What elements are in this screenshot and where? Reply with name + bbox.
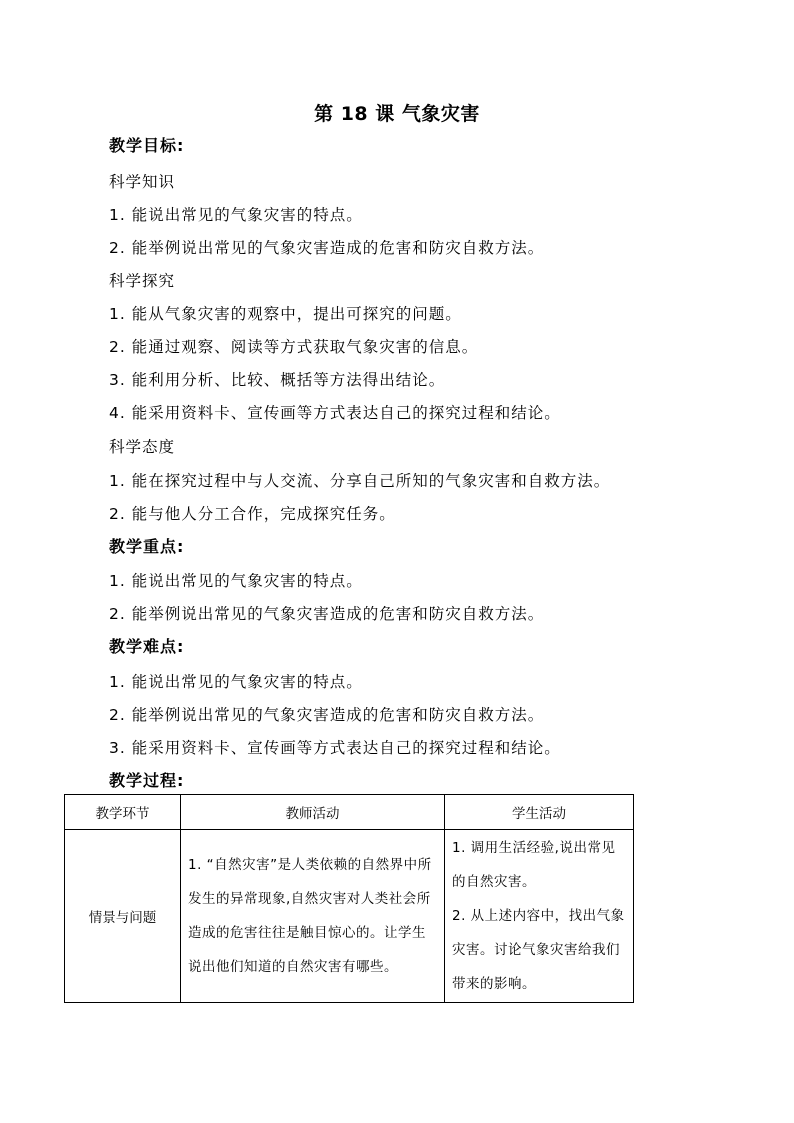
column-header-student: 学生活动 [445, 795, 634, 830]
difficult-points-heading: 教学难点: [109, 637, 185, 656]
key-point-item: 2. 能举例说出常见的气象灾害造成的危害和防灾自救方法。 [109, 605, 545, 623]
knowledge-item: 2. 能举例说出常见的气象灾害造成的危害和防灾自救方法。 [109, 239, 545, 257]
difficult-point-item: 3. 能采用资料卡、宣传画等方式表达自己的探究过程和结论。 [109, 739, 561, 757]
objectives-heading: 教学目标: [109, 136, 185, 155]
column-header-stage: 教学环节 [65, 795, 181, 830]
key-points-heading: 教学重点: [109, 537, 185, 556]
difficult-point-item: 1. 能说出常见的气象灾害的特点。 [109, 673, 363, 691]
attitude-item: 1. 能在探究过程中与人交流、分享自己所知的气象灾害和自救方法。 [109, 472, 611, 490]
attitude-item: 2. 能与他人分工合作，完成探究任务。 [109, 505, 396, 523]
difficult-point-item: 2. 能举例说出常见的气象灾害造成的危害和防灾自救方法。 [109, 706, 545, 724]
teacher-activity-cell [181, 830, 445, 1003]
stage-cell: 情景与问题 [65, 830, 181, 1003]
student-activity-item: 1. 调用生活经验,说出常见的自然灾害。 [452, 840, 616, 890]
process-heading: 教学过程: [109, 771, 185, 790]
table-row [65, 830, 634, 1003]
key-point-item: 1. 能说出常见的气象灾害的特点。 [109, 572, 363, 590]
inquiry-item: 1. 能从气象灾害的观察中，提出可探究的问题。 [109, 305, 462, 323]
inquiry-item: 4. 能采用资料卡、宣传画等方式表达自己的探究过程和结论。 [109, 404, 561, 422]
teacher-activity-text: 1. “自然灾害”是人类依赖的自然界中所发生的异常现象,自然灾害对人类社会所造成的危害往往是触目惊心的。让学生说出他们知道的自然灾害有哪些。 [188, 857, 432, 975]
column-header-teacher: 教师活动 [181, 795, 445, 830]
knowledge-heading: 科学知识 [109, 173, 176, 191]
inquiry-item: 2. 能通过观察、阅读等方式获取气象灾害的信息。 [109, 338, 479, 356]
table-header-row [65, 795, 634, 830]
inquiry-heading: 科学探究 [109, 272, 176, 290]
student-activity-cell [445, 830, 634, 1003]
attitude-heading: 科学态度 [109, 438, 176, 456]
knowledge-item: 1. 能说出常见的气象灾害的特点。 [109, 206, 363, 224]
lesson-title: 第 18 课 气象灾害 [314, 103, 480, 125]
inquiry-item: 3. 能利用分析、比较、概括等方法得出结论。 [109, 371, 446, 389]
student-activity-item: 2. 从上述内容中，找出气象灾害。讨论气象灾害给我们带来的影响。 [452, 908, 625, 992]
teaching-process-table [64, 794, 634, 1003]
